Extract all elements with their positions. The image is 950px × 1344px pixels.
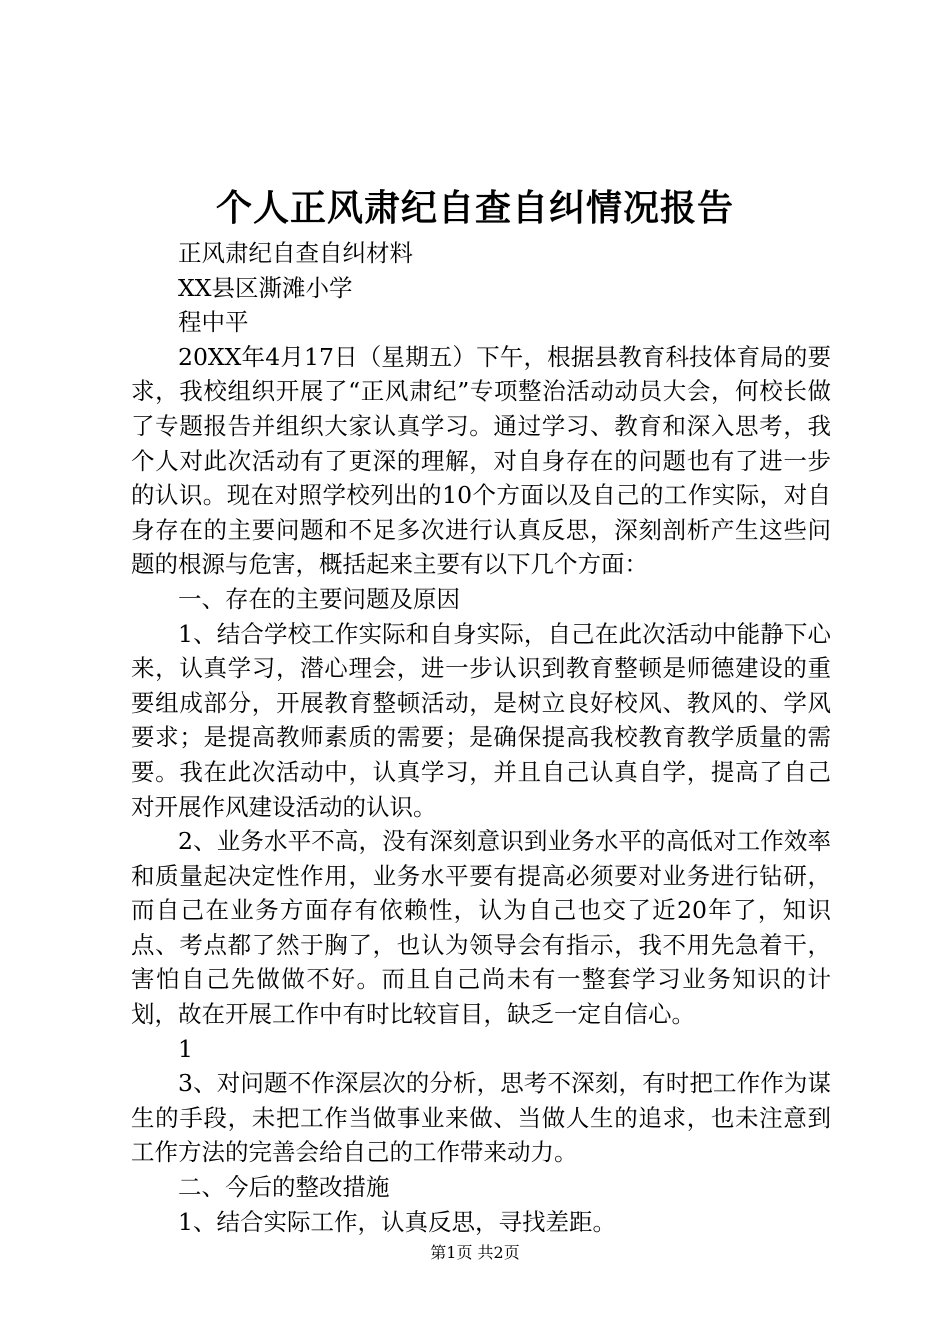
paragraph-item-2: 2、业务水平不高，没有深刻意识到业务水平的高低对工作效率和质量起决定性作用，业务水平要有提高必须要对业务进行钻研，而自己在业务方面存有依赖性，认为自己也交了近20年了，知识点、考点都了然于胸了，也认为领导会有指示，我不用先急着干，害怕自己先做做不好。而且自己尚未有一整套学习业务知识的计划，故在开展工作中有时比较盲目，缺乏一定自信心。 [131,827,831,1029]
document-title: 个人正风肃纪自查自纠情况报告 [215,187,734,229]
paragraph-author: 程中平 [178,308,249,337]
paragraph-subtitle: 正风肃纪自查自纠材料 [178,239,413,267]
page-marker: 1 [178,1034,193,1063]
section-heading-measures: 二、今后的整改措施 [178,1173,390,1202]
paragraph-intro: 20XX年4月17日（星期五）下午，根据县教育科技体育局的要求，我校组织开展了“正风肃纪”专项整治活动动员大会，何校长做了专题报告并组织大家认真学习。通过学习、教育和深入思考，我个人对此次活动有了更深的理解，对自身存在的问题也有了进一步的认识。现在对照学校列出的10个方面以及自己的工作实际，对自身存在的主要问题和不足多次进行认真反思，深刻剖析产生这些问题的根源与危害，概括起来主要有以下几个方面： [131,342,831,579]
page-footer: 第1页 共2页 [430,1243,520,1262]
paragraph-measure-1: 1、结合实际工作，认真反思，寻找差距。 [178,1207,616,1236]
section-heading-problems: 一、存在的主要问题及原因 [178,584,460,613]
paragraph-item-1: 1、结合学校工作实际和自身实际，自己在此次活动中能静下心来，认真学习，潜心理会，进一步认识到教育整顿是师德建设的重要组成部分，开展教育整顿活动，是树立良好校风、教风的、学风要求；是提高教师素质的需要；是确保提高我校教育教学质量的需要。我在此次活动中，认真学习，并且自己认真自学，提高了自己对开展作风建设活动的认识。 [131,619,831,821]
document-body [131,236,831,1239]
paragraph-item-3: 3、对问题不作深层次的分析，思考不深刻，有时把工作作为谋生的手段，未把工作当做事业来做、当做人生的追求，也未注意到工作方法的完善会给自己的工作带来动力。 [131,1069,831,1167]
paragraph-school: XX县区澌滩小学 [178,273,353,302]
